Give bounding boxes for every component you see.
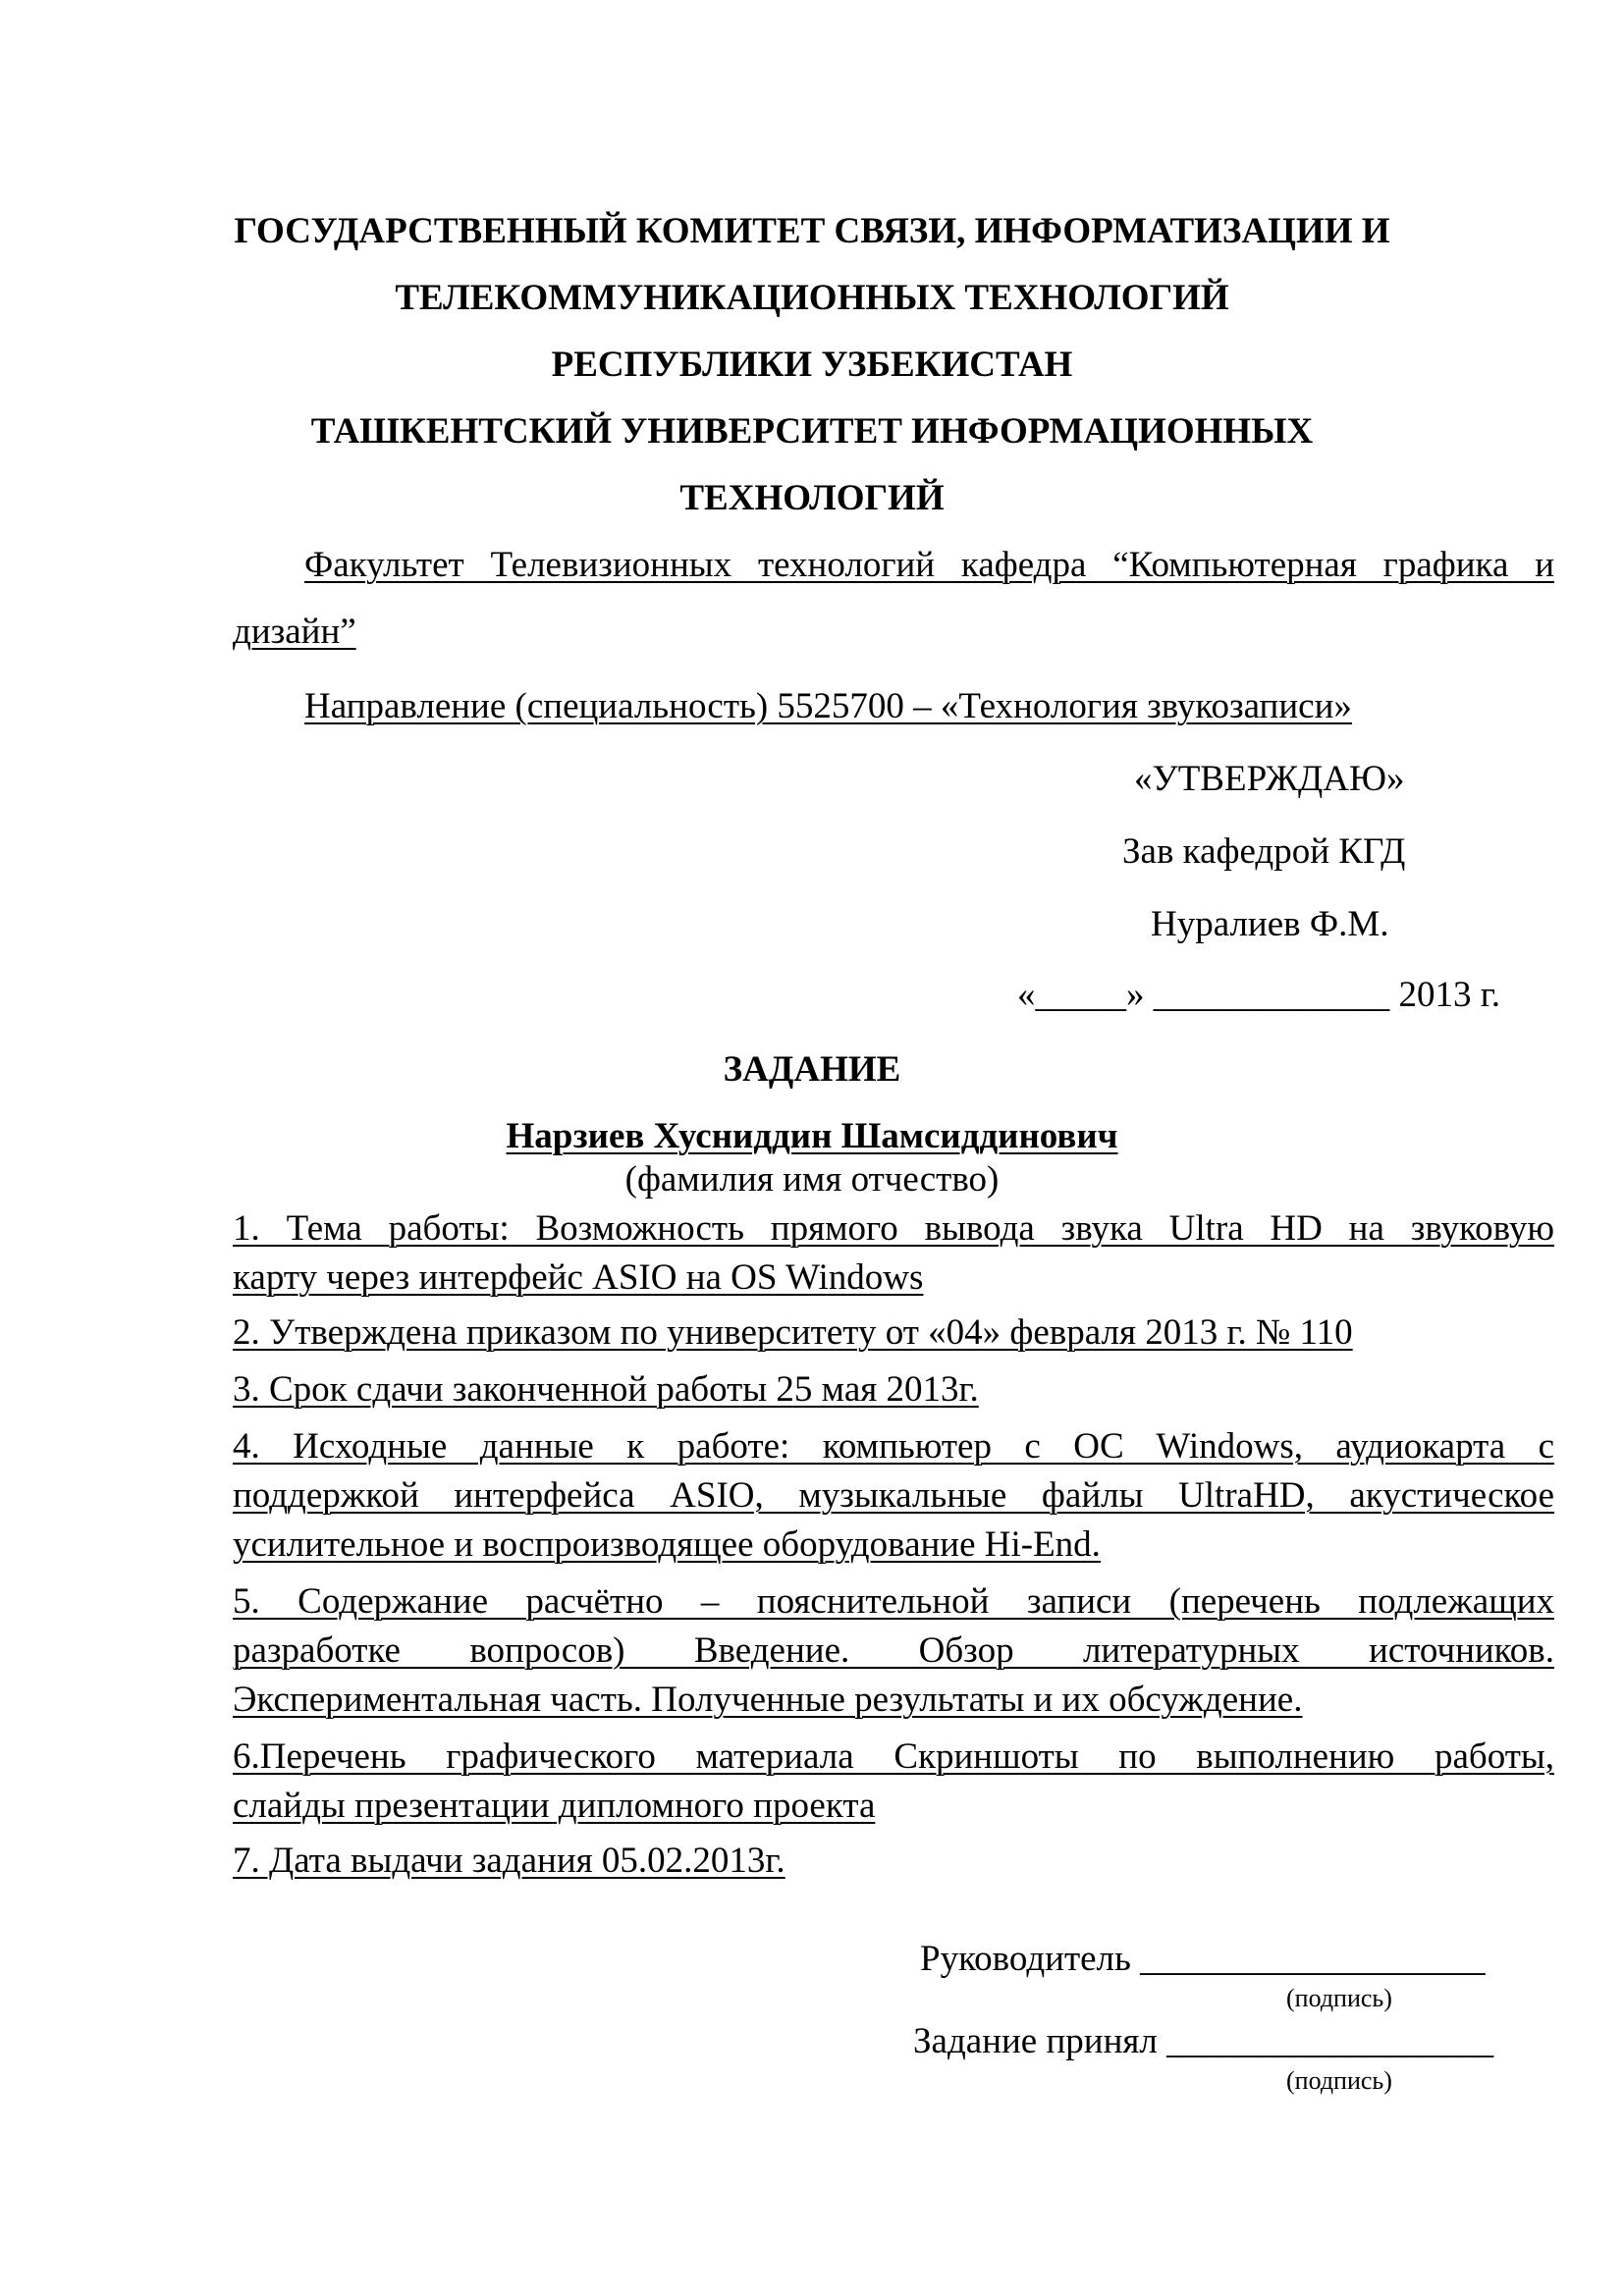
supervisor-signature-caption: (подпись) — [1286, 1984, 1392, 2012]
faculty-line-1: Факультет Телевизионных технологий кафедра “Компьютерная графика и — [304, 545, 1554, 585]
header-line-2: ТЕЛЕКОММУНИКАЦИОННЫХ ТЕХНОЛОГИЙ — [395, 278, 1229, 318]
item-4-line-1: 4. Исходные данные к работе: компьютер с OC Windows, аудиокарта с — [233, 1426, 1554, 1467]
item-5-line-1: 5. Содержание расчётно – пояснительной записи (перечень подлежащих — [233, 1581, 1554, 1622]
item-4-line-2: поддержкой интерфейса ASIO, музыкальные файлы UltraHD, акустическое — [233, 1475, 1554, 1516]
header-line-4: ТАШКЕНТСКИЙ УНИВЕРСИТЕТ ИНФОРМАЦИОННЫХ — [310, 411, 1314, 452]
approval-title: «УТВЕРЖДАЮ» — [1134, 759, 1405, 799]
faculty-line-2: дизайн” — [233, 612, 356, 652]
item-3: 3. Срок сдачи законченной работы 25 мая 2013г. — [233, 1369, 979, 1410]
item-4-line-3: усилительное и воспроизводящее оборудование Hi-End. — [233, 1524, 1101, 1565]
item-5-line-2: разработке вопросов) Введение. Обзор литературных источников. — [233, 1630, 1554, 1671]
accepted-signature-caption: (подпись) — [1286, 2066, 1392, 2095]
approval-date-line: «_____» _____________ 2013 г. — [1017, 975, 1501, 1015]
student-name-caption: (фамилия имя отчество) — [624, 1159, 1000, 1200]
approval-name: Нуралиев Ф.М. — [1151, 904, 1389, 944]
approval-position: Зав кафедрой КГД — [1122, 831, 1406, 872]
direction-line: Направление (специальность) 5525700 – «Технология звукозаписи» — [304, 686, 1352, 726]
item-7: 7. Дата выдачи задания 05.02.2013г. — [233, 1841, 785, 1881]
supervisor-signature-line: Руководитель ___________________ — [920, 1939, 1486, 1979]
item-2: 2. Утверждена приказом по университету от «04» февраля 2013 г. № 110 — [233, 1312, 1353, 1353]
item-1-line-1: 1. Тема работы: Возможность прямого вывода звука Ultra HD на звуковую — [233, 1208, 1554, 1249]
item-6-line-2: слайды презентации дипломного проекта — [233, 1786, 876, 1826]
task-title: ЗАДАНИЕ — [723, 1049, 901, 1090]
item-6-line-1: 6.Перечень графического материала Скриншоты по выполнению работы, — [233, 1736, 1554, 1777]
header-line-3: РЕСПУБЛИКИ УЗБЕКИСТАН — [551, 345, 1073, 385]
item-5-line-3: Экспериментальная часть. Полученные результаты и их обсуждение. — [233, 1680, 1303, 1720]
header-line-1: ГОСУДАРСТВЕННЫЙ КОМИТЕТ СВЯЗИ, ИНФОРМАТИЗАЦИИ И — [234, 211, 1390, 251]
header-line-5: ТЕХНОЛОГИЙ — [679, 478, 945, 518]
student-name: Нарзиев Хусниддин Шамсиддинович — [506, 1116, 1118, 1156]
item-1-line-2: карту через интерфейс ASIO на OS Windows — [233, 1257, 924, 1298]
accepted-signature-line: Задание принял __________________ — [913, 2021, 1494, 2061]
